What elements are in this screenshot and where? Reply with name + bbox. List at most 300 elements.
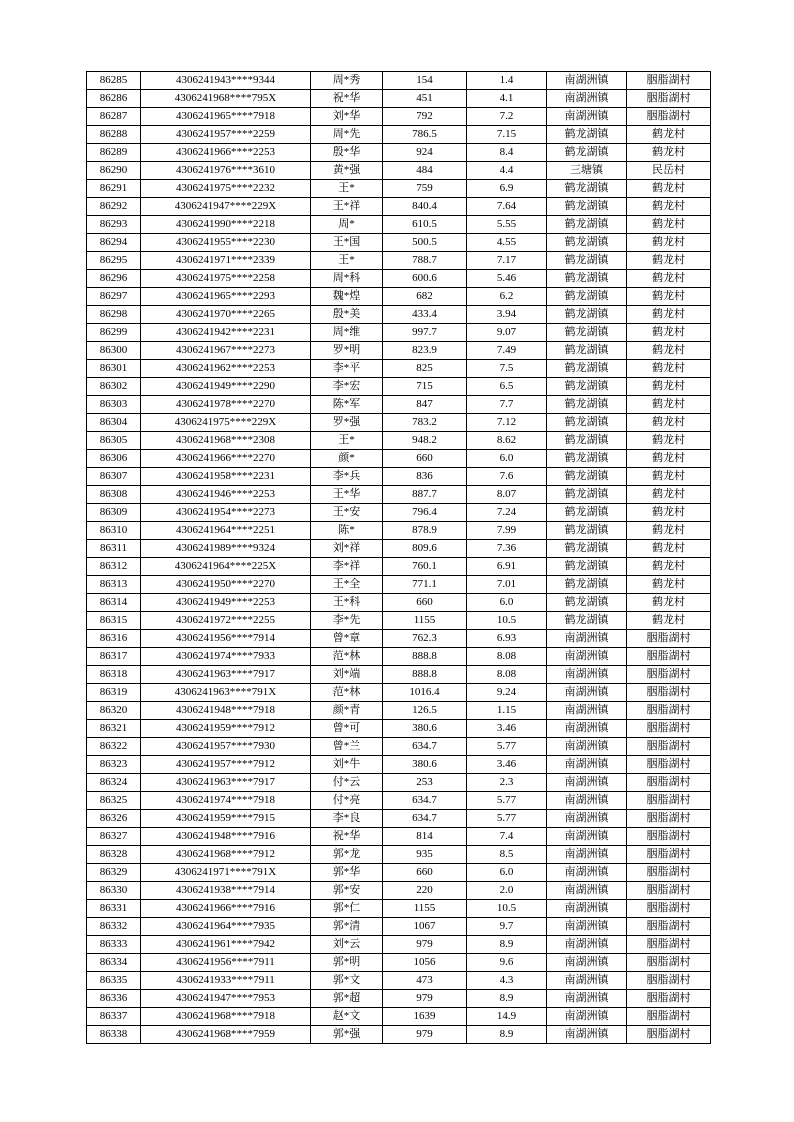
cell-id_number: 4306241968****795X bbox=[141, 90, 311, 108]
table-row bbox=[87, 180, 711, 198]
cell-seq: 86330 bbox=[87, 882, 141, 900]
table-row bbox=[87, 396, 711, 414]
cell-town: 鹤龙湖镇 bbox=[547, 612, 627, 630]
cell-village: 鹤龙村 bbox=[627, 270, 711, 288]
cell-seq: 86315 bbox=[87, 612, 141, 630]
cell-village: 胭脂湖村 bbox=[627, 738, 711, 756]
cell-town: 南湖洲镇 bbox=[547, 846, 627, 864]
cell-area: 6.0 bbox=[467, 594, 547, 612]
cell-amount: 1155 bbox=[383, 612, 467, 630]
cell-village: 胭脂湖村 bbox=[627, 882, 711, 900]
cell-area: 6.0 bbox=[467, 450, 547, 468]
cell-id_number: 4306241959****7912 bbox=[141, 720, 311, 738]
cell-town: 南湖洲镇 bbox=[547, 864, 627, 882]
cell-name: 郭*龙 bbox=[311, 846, 383, 864]
cell-village: 鹤龙村 bbox=[627, 540, 711, 558]
cell-seq: 86297 bbox=[87, 288, 141, 306]
cell-amount: 979 bbox=[383, 936, 467, 954]
table-row bbox=[87, 414, 711, 432]
cell-village: 胭脂湖村 bbox=[627, 864, 711, 882]
cell-village: 鹤龙村 bbox=[627, 504, 711, 522]
cell-area: 8.9 bbox=[467, 936, 547, 954]
cell-area: 4.55 bbox=[467, 234, 547, 252]
table-row bbox=[87, 270, 711, 288]
cell-amount: 473 bbox=[383, 972, 467, 990]
cell-amount: 948.2 bbox=[383, 432, 467, 450]
cell-town: 南湖洲镇 bbox=[547, 792, 627, 810]
cell-village: 胭脂湖村 bbox=[627, 936, 711, 954]
cell-village: 鹤龙村 bbox=[627, 450, 711, 468]
cell-area: 7.36 bbox=[467, 540, 547, 558]
cell-id_number: 4306241948****7918 bbox=[141, 702, 311, 720]
cell-village: 鹤龙村 bbox=[627, 558, 711, 576]
cell-area: 8.9 bbox=[467, 1026, 547, 1044]
cell-seq: 86293 bbox=[87, 216, 141, 234]
table-row bbox=[87, 468, 711, 486]
cell-seq: 86298 bbox=[87, 306, 141, 324]
cell-town: 鹤龙湖镇 bbox=[547, 198, 627, 216]
cell-name: 郭*超 bbox=[311, 990, 383, 1008]
cell-amount: 1056 bbox=[383, 954, 467, 972]
cell-amount: 783.2 bbox=[383, 414, 467, 432]
cell-id_number: 4306241956****7911 bbox=[141, 954, 311, 972]
cell-seq: 86337 bbox=[87, 1008, 141, 1026]
cell-town: 鹤龙湖镇 bbox=[547, 576, 627, 594]
cell-amount: 878.9 bbox=[383, 522, 467, 540]
table-row bbox=[87, 774, 711, 792]
table-row bbox=[87, 936, 711, 954]
cell-amount: 682 bbox=[383, 288, 467, 306]
cell-village: 鹤龙村 bbox=[627, 360, 711, 378]
cell-area: 7.24 bbox=[467, 504, 547, 522]
cell-seq: 86302 bbox=[87, 378, 141, 396]
table-row bbox=[87, 216, 711, 234]
cell-area: 5.77 bbox=[467, 810, 547, 828]
table-row bbox=[87, 594, 711, 612]
cell-village: 鹤龙村 bbox=[627, 468, 711, 486]
cell-town: 鹤龙湖镇 bbox=[547, 414, 627, 432]
cell-village: 鹤龙村 bbox=[627, 612, 711, 630]
cell-id_number: 4306241961****7942 bbox=[141, 936, 311, 954]
cell-area: 8.07 bbox=[467, 486, 547, 504]
cell-seq: 86312 bbox=[87, 558, 141, 576]
cell-id_number: 4306241958****2231 bbox=[141, 468, 311, 486]
cell-seq: 86332 bbox=[87, 918, 141, 936]
cell-name: 罗*明 bbox=[311, 342, 383, 360]
cell-amount: 979 bbox=[383, 990, 467, 1008]
cell-town: 鹤龙湖镇 bbox=[547, 180, 627, 198]
cell-name: 王*全 bbox=[311, 576, 383, 594]
table-row bbox=[87, 108, 711, 126]
cell-village: 鹤龙村 bbox=[627, 306, 711, 324]
cell-name: 周*先 bbox=[311, 126, 383, 144]
table-row bbox=[87, 504, 711, 522]
cell-name: 曾*章 bbox=[311, 630, 383, 648]
cell-amount: 888.8 bbox=[383, 648, 467, 666]
cell-seq: 86314 bbox=[87, 594, 141, 612]
cell-area: 7.12 bbox=[467, 414, 547, 432]
cell-area: 6.5 bbox=[467, 378, 547, 396]
table-row bbox=[87, 810, 711, 828]
cell-village: 鹤龙村 bbox=[627, 432, 711, 450]
cell-name: 罗*强 bbox=[311, 414, 383, 432]
table-row bbox=[87, 306, 711, 324]
cell-seq: 86327 bbox=[87, 828, 141, 846]
cell-seq: 86292 bbox=[87, 198, 141, 216]
cell-seq: 86318 bbox=[87, 666, 141, 684]
cell-town: 南湖洲镇 bbox=[547, 918, 627, 936]
cell-village: 鹤龙村 bbox=[627, 180, 711, 198]
cell-town: 南湖洲镇 bbox=[547, 810, 627, 828]
cell-id_number: 4306241947****229X bbox=[141, 198, 311, 216]
table-row bbox=[87, 954, 711, 972]
cell-id_number: 4306241948****7916 bbox=[141, 828, 311, 846]
cell-seq: 86291 bbox=[87, 180, 141, 198]
cell-village: 鹤龙村 bbox=[627, 396, 711, 414]
cell-area: 6.9 bbox=[467, 180, 547, 198]
cell-id_number: 4306241949****2253 bbox=[141, 594, 311, 612]
cell-id_number: 4306241964****7935 bbox=[141, 918, 311, 936]
cell-town: 鹤龙湖镇 bbox=[547, 540, 627, 558]
cell-id_number: 4306241974****7933 bbox=[141, 648, 311, 666]
cell-village: 鹤龙村 bbox=[627, 594, 711, 612]
cell-area: 5.55 bbox=[467, 216, 547, 234]
cell-seq: 86324 bbox=[87, 774, 141, 792]
cell-id_number: 4306241946****2253 bbox=[141, 486, 311, 504]
cell-amount: 1067 bbox=[383, 918, 467, 936]
cell-amount: 433.4 bbox=[383, 306, 467, 324]
cell-area: 8.9 bbox=[467, 990, 547, 1008]
cell-village: 胭脂湖村 bbox=[627, 720, 711, 738]
cell-seq: 86301 bbox=[87, 360, 141, 378]
cell-name: 王*华 bbox=[311, 486, 383, 504]
table-row bbox=[87, 486, 711, 504]
cell-area: 5.77 bbox=[467, 792, 547, 810]
cell-name: 郭*清 bbox=[311, 918, 383, 936]
cell-amount: 825 bbox=[383, 360, 467, 378]
cell-area: 14.9 bbox=[467, 1008, 547, 1026]
cell-town: 南湖洲镇 bbox=[547, 1008, 627, 1026]
cell-name: 李*平 bbox=[311, 360, 383, 378]
cell-town: 南湖洲镇 bbox=[547, 648, 627, 666]
cell-town: 鹤龙湖镇 bbox=[547, 594, 627, 612]
cell-name: 刘*端 bbox=[311, 666, 383, 684]
cell-town: 鹤龙湖镇 bbox=[547, 504, 627, 522]
cell-town: 鹤龙湖镇 bbox=[547, 126, 627, 144]
cell-name: 郭*强 bbox=[311, 1026, 383, 1044]
cell-amount: 771.1 bbox=[383, 576, 467, 594]
table-row bbox=[87, 612, 711, 630]
cell-town: 南湖洲镇 bbox=[547, 702, 627, 720]
cell-town: 南湖洲镇 bbox=[547, 936, 627, 954]
table-row bbox=[87, 234, 711, 252]
cell-area: 3.46 bbox=[467, 720, 547, 738]
cell-id_number: 4306241971****791X bbox=[141, 864, 311, 882]
cell-id_number: 4306241968****2308 bbox=[141, 432, 311, 450]
cell-seq: 86296 bbox=[87, 270, 141, 288]
cell-name: 刘*牛 bbox=[311, 756, 383, 774]
table-row bbox=[87, 324, 711, 342]
table-row bbox=[87, 756, 711, 774]
cell-seq: 86329 bbox=[87, 864, 141, 882]
cell-village: 胭脂湖村 bbox=[627, 972, 711, 990]
cell-id_number: 4306241957****7930 bbox=[141, 738, 311, 756]
cell-area: 3.94 bbox=[467, 306, 547, 324]
cell-town: 南湖洲镇 bbox=[547, 900, 627, 918]
cell-village: 鹤龙村 bbox=[627, 576, 711, 594]
cell-village: 胭脂湖村 bbox=[627, 846, 711, 864]
cell-village: 胭脂湖村 bbox=[627, 702, 711, 720]
cell-village: 鹤龙村 bbox=[627, 216, 711, 234]
cell-name: 祝*华 bbox=[311, 90, 383, 108]
cell-id_number: 4306241942****2231 bbox=[141, 324, 311, 342]
cell-town: 鹤龙湖镇 bbox=[547, 324, 627, 342]
cell-town: 南湖洲镇 bbox=[547, 738, 627, 756]
table-row bbox=[87, 864, 711, 882]
cell-amount: 792 bbox=[383, 108, 467, 126]
cell-area: 7.15 bbox=[467, 126, 547, 144]
cell-id_number: 4306241976****3610 bbox=[141, 162, 311, 180]
cell-name: 周*科 bbox=[311, 270, 383, 288]
cell-name: 李*宏 bbox=[311, 378, 383, 396]
table-row bbox=[87, 882, 711, 900]
cell-area: 7.49 bbox=[467, 342, 547, 360]
cell-town: 鹤龙湖镇 bbox=[547, 396, 627, 414]
cell-village: 鹤龙村 bbox=[627, 288, 711, 306]
cell-amount: 126.5 bbox=[383, 702, 467, 720]
cell-name: 李*祥 bbox=[311, 558, 383, 576]
cell-area: 7.7 bbox=[467, 396, 547, 414]
cell-area: 7.5 bbox=[467, 360, 547, 378]
cell-id_number: 4306241967****2273 bbox=[141, 342, 311, 360]
cell-amount: 660 bbox=[383, 450, 467, 468]
table-row bbox=[87, 144, 711, 162]
table-row bbox=[87, 648, 711, 666]
cell-seq: 86331 bbox=[87, 900, 141, 918]
cell-town: 鹤龙湖镇 bbox=[547, 306, 627, 324]
cell-id_number: 4306241957****7912 bbox=[141, 756, 311, 774]
cell-town: 南湖洲镇 bbox=[547, 882, 627, 900]
cell-amount: 715 bbox=[383, 378, 467, 396]
cell-name: 李*良 bbox=[311, 810, 383, 828]
cell-id_number: 4306241975****2258 bbox=[141, 270, 311, 288]
cell-village: 民岳村 bbox=[627, 162, 711, 180]
cell-area: 4.4 bbox=[467, 162, 547, 180]
table-row bbox=[87, 432, 711, 450]
cell-village: 胭脂湖村 bbox=[627, 108, 711, 126]
cell-id_number: 4306241974****7918 bbox=[141, 792, 311, 810]
cell-name: 王*科 bbox=[311, 594, 383, 612]
cell-amount: 935 bbox=[383, 846, 467, 864]
cell-name: 范*林 bbox=[311, 684, 383, 702]
cell-id_number: 4306241975****229X bbox=[141, 414, 311, 432]
cell-area: 8.5 bbox=[467, 846, 547, 864]
cell-amount: 796.4 bbox=[383, 504, 467, 522]
cell-village: 鹤龙村 bbox=[627, 414, 711, 432]
cell-village: 胭脂湖村 bbox=[627, 828, 711, 846]
cell-area: 7.6 bbox=[467, 468, 547, 486]
cell-village: 胭脂湖村 bbox=[627, 72, 711, 90]
cell-name: 陈*军 bbox=[311, 396, 383, 414]
cell-area: 2.3 bbox=[467, 774, 547, 792]
cell-amount: 924 bbox=[383, 144, 467, 162]
cell-village: 胭脂湖村 bbox=[627, 648, 711, 666]
cell-area: 10.5 bbox=[467, 612, 547, 630]
cell-area: 6.2 bbox=[467, 288, 547, 306]
table-row bbox=[87, 198, 711, 216]
cell-name: 付*云 bbox=[311, 774, 383, 792]
cell-town: 鹤龙湖镇 bbox=[547, 288, 627, 306]
cell-area: 1.15 bbox=[467, 702, 547, 720]
table-row bbox=[87, 288, 711, 306]
cell-town: 鹤龙湖镇 bbox=[547, 342, 627, 360]
cell-town: 鹤龙湖镇 bbox=[547, 558, 627, 576]
cell-area: 8.62 bbox=[467, 432, 547, 450]
cell-amount: 847 bbox=[383, 396, 467, 414]
cell-village: 胭脂湖村 bbox=[627, 666, 711, 684]
cell-town: 南湖洲镇 bbox=[547, 954, 627, 972]
cell-amount: 451 bbox=[383, 90, 467, 108]
cell-amount: 600.6 bbox=[383, 270, 467, 288]
cell-amount: 759 bbox=[383, 180, 467, 198]
cell-amount: 809.6 bbox=[383, 540, 467, 558]
cell-name: 王*祥 bbox=[311, 198, 383, 216]
cell-id_number: 4306241968****7959 bbox=[141, 1026, 311, 1044]
cell-area: 8.4 bbox=[467, 144, 547, 162]
cell-seq: 86323 bbox=[87, 756, 141, 774]
cell-amount: 634.7 bbox=[383, 792, 467, 810]
cell-name: 王*安 bbox=[311, 504, 383, 522]
cell-town: 鹤龙湖镇 bbox=[547, 450, 627, 468]
cell-seq: 86321 bbox=[87, 720, 141, 738]
cell-name: 王* bbox=[311, 252, 383, 270]
cell-seq: 86322 bbox=[87, 738, 141, 756]
cell-name: 周* bbox=[311, 216, 383, 234]
cell-town: 南湖洲镇 bbox=[547, 756, 627, 774]
cell-amount: 634.7 bbox=[383, 738, 467, 756]
cell-name: 陈* bbox=[311, 522, 383, 540]
cell-name: 郭*文 bbox=[311, 972, 383, 990]
table-row bbox=[87, 738, 711, 756]
cell-id_number: 4306241963****791X bbox=[141, 684, 311, 702]
cell-village: 鹤龙村 bbox=[627, 234, 711, 252]
cell-town: 南湖洲镇 bbox=[547, 108, 627, 126]
cell-amount: 786.5 bbox=[383, 126, 467, 144]
cell-village: 胭脂湖村 bbox=[627, 990, 711, 1008]
cell-name: 刘*祥 bbox=[311, 540, 383, 558]
cell-name: 魏*煌 bbox=[311, 288, 383, 306]
cell-area: 5.46 bbox=[467, 270, 547, 288]
cell-amount: 888.8 bbox=[383, 666, 467, 684]
cell-amount: 253 bbox=[383, 774, 467, 792]
table-row bbox=[87, 684, 711, 702]
cell-amount: 1639 bbox=[383, 1008, 467, 1026]
cell-amount: 887.7 bbox=[383, 486, 467, 504]
cell-seq: 86335 bbox=[87, 972, 141, 990]
cell-seq: 86319 bbox=[87, 684, 141, 702]
cell-area: 2.0 bbox=[467, 882, 547, 900]
cell-area: 9.07 bbox=[467, 324, 547, 342]
cell-id_number: 4306241966****2253 bbox=[141, 144, 311, 162]
cell-seq: 86305 bbox=[87, 432, 141, 450]
cell-town: 鹤龙湖镇 bbox=[547, 522, 627, 540]
cell-town: 南湖洲镇 bbox=[547, 90, 627, 108]
cell-seq: 86299 bbox=[87, 324, 141, 342]
cell-town: 鹤龙湖镇 bbox=[547, 270, 627, 288]
cell-seq: 86306 bbox=[87, 450, 141, 468]
cell-seq: 86338 bbox=[87, 1026, 141, 1044]
cell-amount: 634.7 bbox=[383, 810, 467, 828]
cell-name: 范*林 bbox=[311, 648, 383, 666]
cell-id_number: 4306241954****2273 bbox=[141, 504, 311, 522]
subsidy-table bbox=[86, 71, 711, 1044]
cell-village: 胭脂湖村 bbox=[627, 900, 711, 918]
cell-amount: 788.7 bbox=[383, 252, 467, 270]
cell-town: 南湖洲镇 bbox=[547, 630, 627, 648]
cell-area: 6.91 bbox=[467, 558, 547, 576]
table-row bbox=[87, 522, 711, 540]
cell-amount: 997.7 bbox=[383, 324, 467, 342]
cell-name: 刘*云 bbox=[311, 936, 383, 954]
cell-village: 胭脂湖村 bbox=[627, 918, 711, 936]
cell-id_number: 4306241964****2251 bbox=[141, 522, 311, 540]
cell-amount: 380.6 bbox=[383, 720, 467, 738]
cell-area: 6.0 bbox=[467, 864, 547, 882]
cell-id_number: 4306241957****2259 bbox=[141, 126, 311, 144]
cell-town: 南湖洲镇 bbox=[547, 666, 627, 684]
cell-name: 李*先 bbox=[311, 612, 383, 630]
cell-name: 曾*兰 bbox=[311, 738, 383, 756]
cell-town: 三塘镇 bbox=[547, 162, 627, 180]
cell-seq: 86311 bbox=[87, 540, 141, 558]
cell-amount: 1155 bbox=[383, 900, 467, 918]
cell-village: 胭脂湖村 bbox=[627, 954, 711, 972]
cell-name: 王*国 bbox=[311, 234, 383, 252]
cell-seq: 86308 bbox=[87, 486, 141, 504]
cell-town: 南湖洲镇 bbox=[547, 720, 627, 738]
cell-name: 周*秀 bbox=[311, 72, 383, 90]
cell-town: 南湖洲镇 bbox=[547, 684, 627, 702]
cell-seq: 86289 bbox=[87, 144, 141, 162]
cell-seq: 86328 bbox=[87, 846, 141, 864]
cell-amount: 220 bbox=[383, 882, 467, 900]
cell-area: 5.77 bbox=[467, 738, 547, 756]
cell-seq: 86317 bbox=[87, 648, 141, 666]
cell-amount: 500.5 bbox=[383, 234, 467, 252]
cell-town: 鹤龙湖镇 bbox=[547, 468, 627, 486]
cell-area: 3.46 bbox=[467, 756, 547, 774]
cell-name: 殷*美 bbox=[311, 306, 383, 324]
cell-area: 7.64 bbox=[467, 198, 547, 216]
table-row bbox=[87, 576, 711, 594]
table-row bbox=[87, 828, 711, 846]
cell-amount: 660 bbox=[383, 594, 467, 612]
cell-town: 南湖洲镇 bbox=[547, 774, 627, 792]
cell-area: 8.08 bbox=[467, 666, 547, 684]
table-row bbox=[87, 918, 711, 936]
cell-town: 南湖洲镇 bbox=[547, 72, 627, 90]
cell-village: 胭脂湖村 bbox=[627, 792, 711, 810]
cell-id_number: 4306241933****7911 bbox=[141, 972, 311, 990]
cell-seq: 86287 bbox=[87, 108, 141, 126]
cell-village: 鹤龙村 bbox=[627, 342, 711, 360]
cell-id_number: 4306241972****2255 bbox=[141, 612, 311, 630]
cell-town: 鹤龙湖镇 bbox=[547, 252, 627, 270]
cell-area: 1.4 bbox=[467, 72, 547, 90]
cell-area: 7.2 bbox=[467, 108, 547, 126]
cell-town: 鹤龙湖镇 bbox=[547, 144, 627, 162]
cell-town: 南湖洲镇 bbox=[547, 972, 627, 990]
